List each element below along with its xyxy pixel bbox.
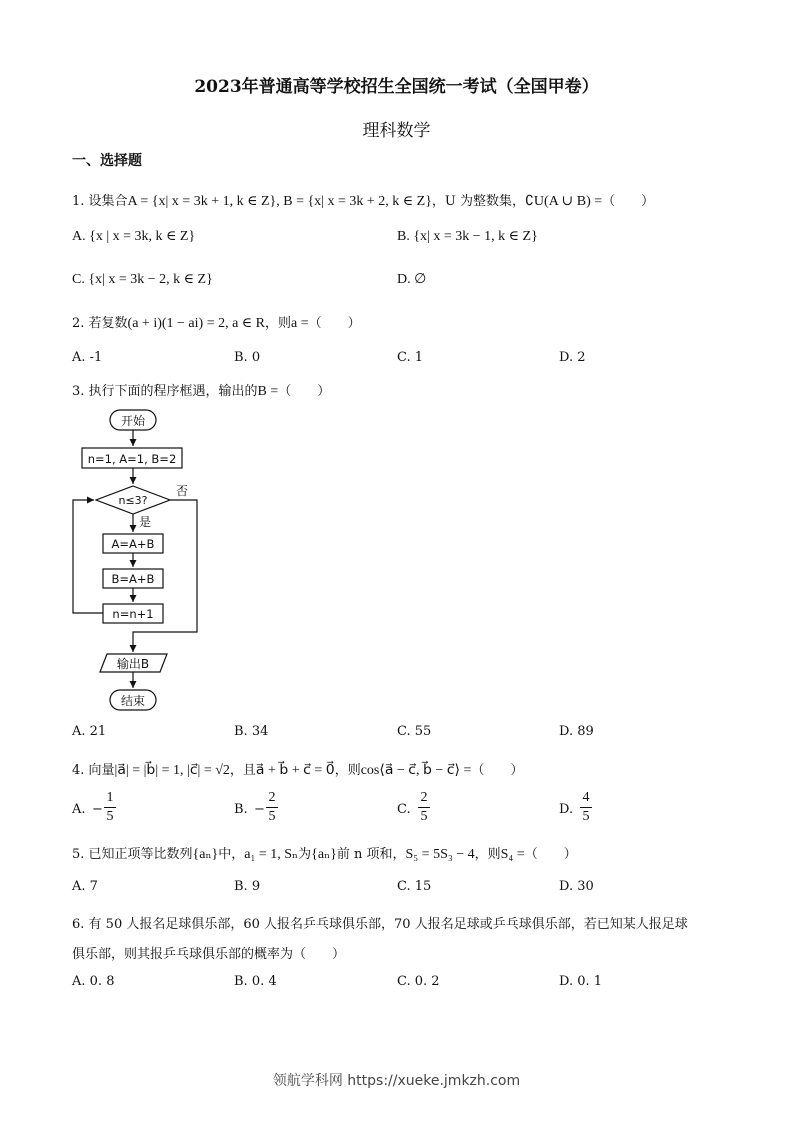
q4-option-c-fraction: [418, 790, 430, 825]
q5-option-c[interactable]: C. 15: [397, 879, 432, 894]
page-title: 2023年普通高等学校招生全国统一考试（全国甲卷）: [194, 77, 599, 97]
q1-option-c[interactable]: [72, 271, 213, 288]
q5-option-b[interactable]: B. 9: [234, 879, 261, 894]
q4-option-d-denominator: 5: [582, 809, 590, 824]
flow-step3-label: n=n+1: [112, 607, 154, 621]
flow-end-label: 结束: [120, 694, 146, 708]
q4-option-d-fraction: [580, 790, 592, 825]
q1-lead: 1. 设集合: [72, 194, 128, 209]
q4-cosine: cos⟨a⃗ − c⃗, b⃗ − c⃗⟩ =: [360, 763, 472, 778]
flow-start-label: 开始: [120, 414, 146, 428]
q3-lead: 3. 执行下面的程序框遇，输出的: [72, 384, 258, 399]
flow-yes-label: 是: [138, 515, 152, 529]
q4-option-b-sign: −: [254, 802, 265, 817]
q1-option-c-text: C. {x| x = 3k − 2, k ∈ Z}: [72, 272, 213, 287]
q2-then: ，则: [265, 316, 292, 331]
q1-complement: ∁U(A ∪ B) =: [525, 194, 603, 209]
q5-then: ，则: [474, 847, 501, 862]
q1-sets: A = {x| x = 3k + 1, k ∈ Z}, B = {x| x = 3k + 2, k ∈ Z}: [127, 194, 432, 209]
q3-output-var: B =: [257, 384, 279, 399]
q2-option-a[interactable]: A. -1: [72, 350, 103, 365]
question-6-line-1: 6. 有 50 人报名足球俱乐部，60 人报名乒乓球俱乐部，70 人报名足球或乒乓球俱乐部，若已知某人报足球: [72, 917, 688, 932]
flow-decision-label: n≤3?: [118, 494, 148, 507]
q1-option-b-text: B. {x| x = 3k − 1, k ∈ Z}: [397, 229, 538, 244]
q6-option-d[interactable]: D. 0. 1: [559, 974, 603, 989]
q5-partial-sum-text: 前 n 项和，: [336, 847, 406, 862]
q4-option-c-label[interactable]: C.: [397, 802, 411, 817]
section-heading: 一、选择题: [72, 153, 142, 169]
q3-answer-paren: （ ）: [278, 384, 331, 399]
q2-option-b[interactable]: B. 0: [234, 350, 261, 365]
q5-option-a[interactable]: A. 7: [72, 879, 98, 894]
flow-step1-label: A=A+B: [111, 537, 155, 551]
q5-sequence-ref: {aₙ}: [311, 847, 337, 862]
q3-flowchart: [60, 404, 220, 716]
flow-no-label: 否: [175, 484, 189, 498]
q6-option-a[interactable]: A. 0. 8: [72, 974, 115, 989]
q4-option-a-denominator: 5: [106, 809, 114, 824]
q2-answer-paren: （ ）: [308, 316, 361, 331]
q4-answer-paren: （ ）: [471, 763, 524, 778]
flow-init-label: n=1, A=1, B=2: [87, 452, 177, 466]
q5-sequence: {aₙ}: [192, 847, 219, 862]
q2-unknown: a =: [291, 316, 309, 331]
q5-condition: S₅ = 5S₃ − 4: [405, 847, 475, 862]
flow-step2-label: B=A+B: [111, 572, 155, 586]
q4-and: ，且: [229, 763, 256, 778]
q2-option-d[interactable]: D. 2: [559, 350, 586, 365]
q2-equation: (a + i)(1 − ai) = 2, a ∈ R: [127, 316, 266, 331]
q4-option-d-numerator: 4: [582, 790, 590, 805]
q2-lead: 2. 若复数: [72, 316, 128, 331]
q1-option-d-text: D. ∅: [397, 272, 427, 287]
q6-option-c[interactable]: C. 0. 2: [397, 974, 440, 989]
question-6-line-2: 俱乐部，则其报乒乓球俱乐部的概率为（ ）: [72, 947, 346, 962]
q4-option-a-numerator: 1: [106, 790, 114, 805]
q5-in: 中，: [218, 847, 245, 862]
q3-option-d[interactable]: D. 89: [559, 724, 594, 739]
q1-option-b[interactable]: [397, 228, 538, 245]
q1-universe: ，U 为整数集，: [431, 194, 526, 209]
q3-option-c[interactable]: C. 55: [397, 724, 432, 739]
q4-option-b-fraction: [266, 790, 278, 825]
q4-lead: 4. 向量: [72, 763, 115, 778]
q1-option-a[interactable]: [72, 228, 195, 245]
q4-then: ，则: [334, 763, 361, 778]
q4-option-b-label[interactable]: B.: [234, 802, 248, 817]
q4-option-c-numerator: 2: [420, 790, 428, 805]
q4-option-b-denominator: 5: [268, 809, 276, 824]
q4-option-c-denominator: 5: [420, 809, 428, 824]
question-2-stem: [72, 312, 361, 332]
q5-option-d[interactable]: D. 30: [559, 879, 594, 894]
question-3-stem: [72, 380, 330, 400]
flow-output-label: 输出B: [116, 657, 150, 671]
footer-watermark: 领航学科网 https://xueke.jmkzh.com: [272, 1073, 521, 1089]
question-4-stem: [72, 759, 523, 779]
question-5-stem: [72, 843, 577, 863]
q1-option-a-text: A. {x | x = 3k, k ∈ Z}: [72, 229, 196, 244]
question-1-stem: [72, 190, 654, 210]
page-subtitle: 理科数学: [362, 121, 431, 141]
q2-option-c[interactable]: C. 1: [397, 350, 424, 365]
q4-option-a-label[interactable]: A.: [72, 802, 86, 817]
q5-target: S₄ =: [500, 847, 525, 862]
q6-option-b[interactable]: B. 0. 4: [234, 974, 277, 989]
q3-option-a[interactable]: A. 21: [72, 724, 107, 739]
q3-option-b[interactable]: B. 34: [234, 724, 269, 739]
q1-answer-paren: （ ）: [602, 194, 655, 209]
q4-option-a-sign: −: [92, 802, 103, 817]
q1-option-d[interactable]: [397, 271, 426, 288]
q5-first-term: a₁ = 1, Sₙ: [244, 847, 299, 862]
q4-option-a-fraction: [104, 790, 116, 825]
q4-vector-sum: a⃗ + b⃗ + c⃗ = 0⃗: [255, 763, 335, 778]
q4-magnitudes: |a⃗| = |b⃗| = 1, |c⃗| = √2: [114, 763, 230, 778]
q5-answer-paren: （ ）: [524, 847, 577, 862]
q5-lead: 5. 已知正项等比数列: [72, 847, 193, 862]
q5-is: 为: [298, 847, 312, 862]
q4-option-b-numerator: 2: [268, 790, 276, 805]
q4-option-d-label[interactable]: D.: [559, 802, 574, 817]
